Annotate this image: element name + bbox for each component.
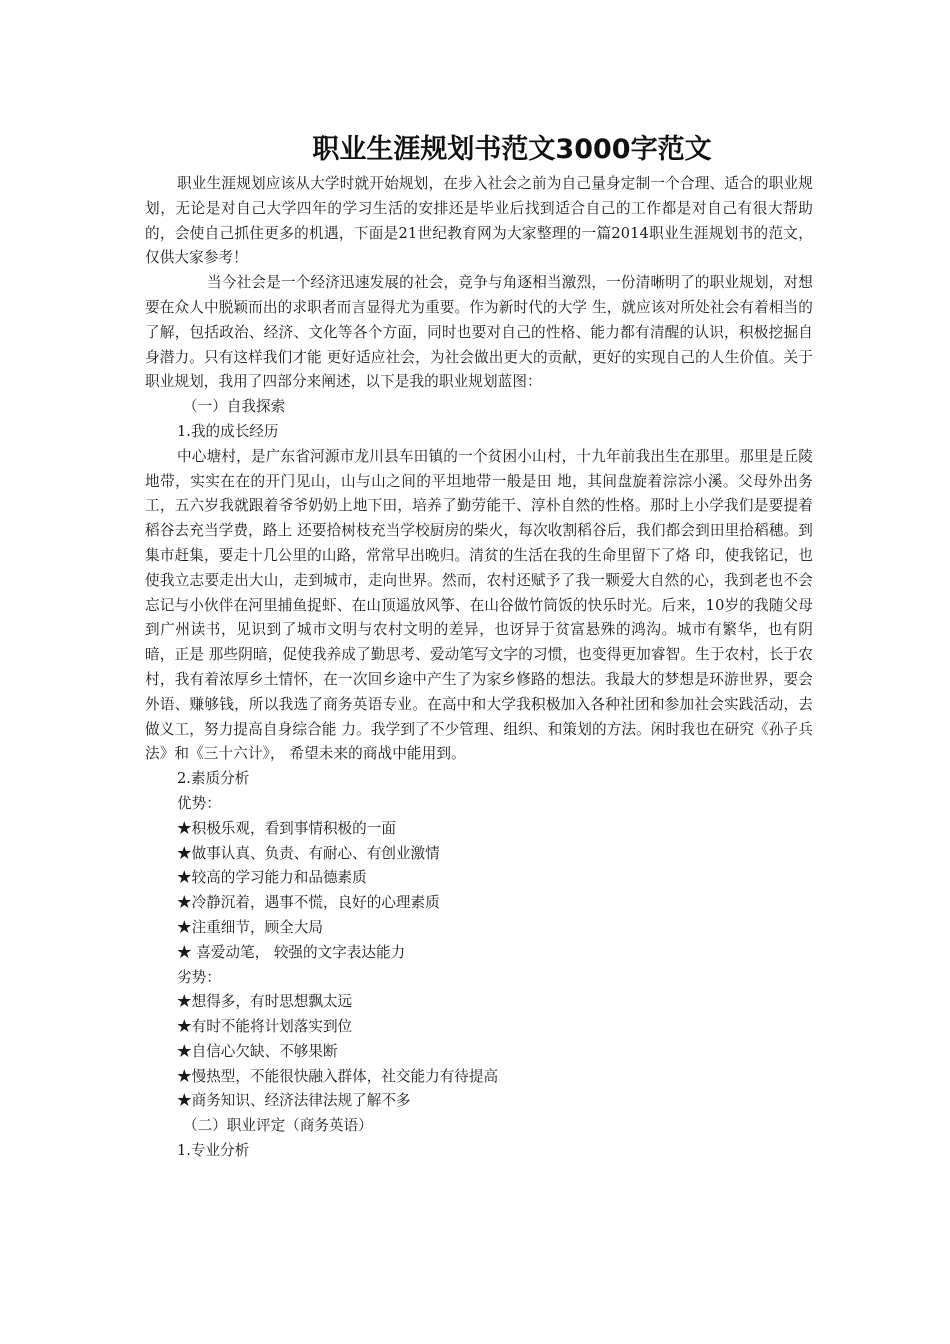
context-paragraph: 当今社会是一个经济迅速发展的社会，竞争与角逐相当激烈，一份清晰明了的职业规划，对想要在众人中脱颖而出的求职者而言显得尤为重要。作为新时代的大学 生，就应该对所处社会有着相当的了解，包括政治、经济、文化等各个方面，同时也要对自己的性格、能力都有清醒的认识，积极挖掘自身潜力。只有这样我们才能 更好适应社会，为社会做出更大的贡献，更好的实现自己的人生价值。关于职业规划，我用了四部分来阐述，以下是我的职业规划蓝图：: [145, 274, 813, 391]
subheading-major-analysis: 1.专业分析: [177, 1142, 250, 1160]
list-item-weakness: ★想得多，有时思想飘太远: [177, 993, 353, 1011]
strengths-label: 优势：: [177, 794, 221, 812]
subheading-quality-analysis: 2.素质分析: [177, 770, 250, 788]
list-item-weakness: ★慢热型，不能很快融入群体，社交能力有待提高: [177, 1067, 499, 1085]
list-item-strength: ★较高的学习能力和品德素质: [177, 869, 367, 887]
list-item-strength: ★做事认真、负责、有耐心、有创业激情: [177, 844, 440, 862]
list-item-strength: ★积极乐观，看到事情积极的一面: [177, 819, 396, 837]
section-heading-self-exploration: （一）自我探索: [183, 398, 286, 416]
list-item-strength: ★ 喜爱动笔， 较强的文字表达能力: [177, 943, 406, 961]
document-page: [145, 128, 813, 1164]
list-item-strength: ★冷静沉着，遇事不慌，良好的心理素质: [177, 894, 440, 912]
list-item-weakness: ★有时不能将计划落实到位: [177, 1018, 353, 1036]
list-item-weakness: ★自信心欠缺、不够果断: [177, 1042, 338, 1060]
list-item-strength: ★注重细节，顾全大局: [177, 918, 323, 936]
list-item-weakness: ★商务知识、经济法律法规了解不多: [177, 1092, 411, 1110]
growth-paragraph: 中心塘村，是广东省河源市龙川县车田镇的一个贫困小山村，十九年前我出生在那里。那里是丘陵地带，实实在在的开门见山，山与山之间的平坦地带一般是田 地，其间盘旋着淙淙小溪。父母外出务工，五六岁我就跟着爷爷奶奶上地下田，培养了勤劳能干、淳朴自然的性格。那时上小学我们是要提着稻谷去充当学费，路上 还要拾树枝充当学校厨房的柴火，每次收割稻谷后，我们都会到田里拾稻穗。到集市赶集，要走十几公里的山路，常常早出晚归。清贫的生活在我的生命里留下了烙 印，使我铭记，也使我立志要走出大山，走到城市，走向世界。然而，农村还赋予了我一颗爱大自然的心，我到老也不会忘记与小伙伴在河里捕鱼捉虾、在山顶遥放风筝、在山谷做竹筒饭的快乐时光。后来，10岁的我随父母到广州读书，见识到了城市文明与农村文明的差异，也讶异于贫富悬殊的鸿沟。城市有繁华，也有阴暗，正是 那些阴暗，促使我养成了勤思考、爱动笔写文字的习惯，也变得更加睿智。生于农村，长于农村，我有着浓厚乡土情怀，在一次回乡途中产生了为家乡修路的想法。我最大的梦想是环游世界，要会外语、赚够钱，所以我选了商务英语专业。在高中和大学我积极加入各种社团和参加社会实践活动，去做义工，努力提高自身综合能 力。我学到了不少管理、组织、和策划的方法。闲时我也在研究《孙子兵法》和《三十六计》， 希望未来的商战中能用到。: [145, 447, 813, 763]
document-title: 职业生涯规划书范文3000字范文: [312, 134, 712, 165]
subheading-growth: 1.我的成长经历: [177, 422, 279, 440]
section-heading-career-evaluation: （二）职业评定（商务英语）: [183, 1117, 373, 1135]
intro-paragraph: 职业生涯规划应该从大学时就开始规划，在步入社会之前为自己量身定制一个合理、适合的职业规划，无论是对自己大学四年的学习生活的安排还是毕业后找到适合自己的工作都是对自己有很大帮助的，会使自己抓住更多的机遇，下面是21世纪教育网为大家整理的一篇2014职业生涯规划书的范文，仅供大家参考！: [145, 175, 813, 267]
weaknesses-label: 劣势：: [177, 968, 221, 986]
